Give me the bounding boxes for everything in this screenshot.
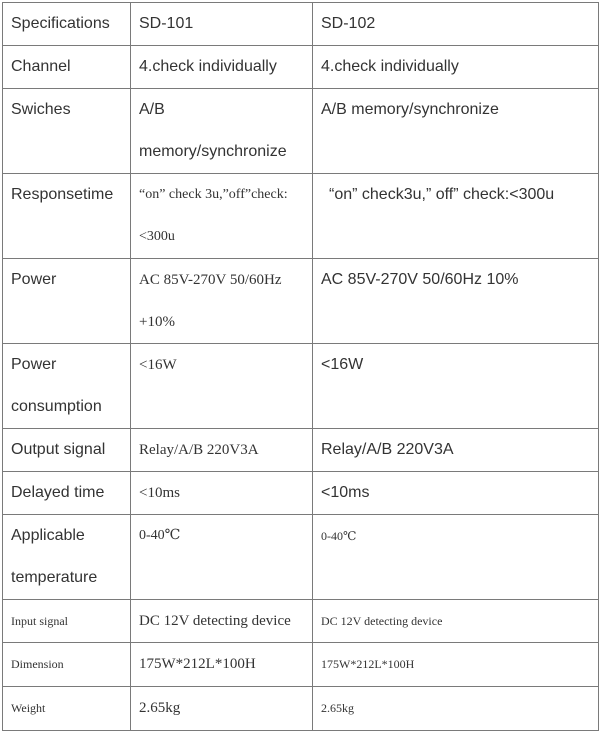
table-row xyxy=(3,515,599,600)
cell-sd101: “on” check 3u,”off”check:<300u xyxy=(131,174,313,259)
cell-sd101: <16W xyxy=(131,344,313,429)
header-label: Specifications xyxy=(3,3,131,46)
table-row xyxy=(3,259,599,344)
table-row xyxy=(3,643,599,687)
cell-sd101: Relay/A/B 220V3A xyxy=(131,429,313,472)
spec-table xyxy=(2,2,599,731)
cell-sd101: DC 12V detecting device xyxy=(131,600,313,643)
row-label: Delayed time xyxy=(3,472,131,515)
cell-sd102: <10ms xyxy=(313,472,599,515)
header-sd101: SD-101 xyxy=(131,3,313,46)
cell-sd102: AC 85V-270V 50/60Hz 10% xyxy=(313,259,599,344)
row-label: Swiches xyxy=(3,89,131,174)
row-label: Weight xyxy=(3,687,131,731)
table-row xyxy=(3,89,599,174)
cell-sd102: 0-40℃ xyxy=(313,515,599,600)
row-label: Applicable temperature xyxy=(3,515,131,600)
cell-sd102: 175W*212L*100H xyxy=(313,643,599,687)
table-row xyxy=(3,174,599,259)
table-row xyxy=(3,472,599,515)
cell-sd102: 2.65kg xyxy=(313,687,599,731)
table-row xyxy=(3,687,599,731)
cell-sd101: 4.check individually xyxy=(131,46,313,89)
cell-sd101: AC 85V-270V 50/60Hz +10% xyxy=(131,259,313,344)
table-header-row xyxy=(3,3,599,46)
cell-sd101: <10ms xyxy=(131,472,313,515)
cell-sd101: 175W*212L*100H xyxy=(131,643,313,687)
row-label: Channel xyxy=(3,46,131,89)
cell-sd102: Relay/A/B 220V3A xyxy=(313,429,599,472)
table-row xyxy=(3,429,599,472)
row-label: Input signal xyxy=(3,600,131,643)
table-row xyxy=(3,600,599,643)
cell-sd102: “on” check3u,” off” check:<300u xyxy=(313,174,599,259)
row-label: Dimension xyxy=(3,643,131,687)
row-label: Output signal xyxy=(3,429,131,472)
table-row xyxy=(3,344,599,429)
cell-sd102: DC 12V detecting device xyxy=(313,600,599,643)
table-row xyxy=(3,46,599,89)
cell-sd101: 0-40℃ xyxy=(131,515,313,600)
row-label: Power xyxy=(3,259,131,344)
cell-sd102: <16W xyxy=(313,344,599,429)
cell-sd101: A/B memory/synchronize xyxy=(131,89,313,174)
cell-sd101: 2.65kg xyxy=(131,687,313,731)
row-label: Power consumption xyxy=(3,344,131,429)
cell-sd102: 4.check individually xyxy=(313,46,599,89)
row-label: Responsetime xyxy=(3,174,131,259)
header-sd102: SD-102 xyxy=(313,3,599,46)
cell-sd102: A/B memory/synchronize xyxy=(313,89,599,174)
